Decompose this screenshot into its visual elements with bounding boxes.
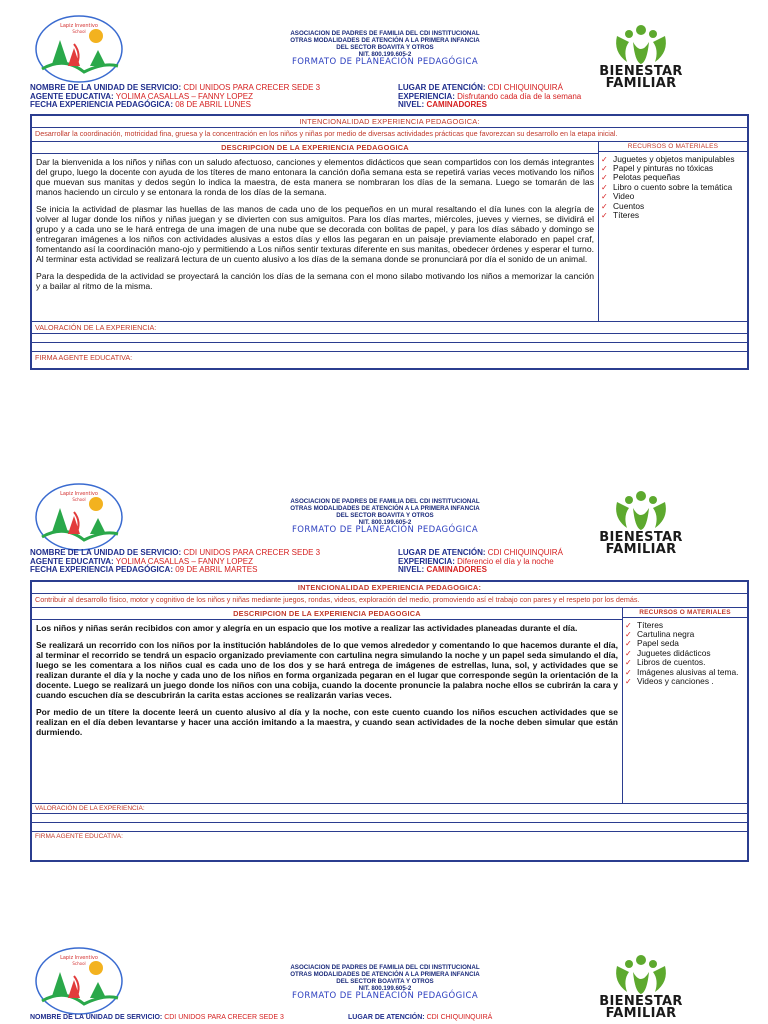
- experience-label: EXPERIENCIA:: [398, 91, 455, 101]
- level-label: NIVEL:: [398, 565, 425, 575]
- svg-text:School: School: [72, 961, 86, 966]
- planning-sheet-2: [0, 470, 768, 870]
- level-value: CAMINADORES: [426, 565, 487, 575]
- description-header: DESCRIPCION DE LA EXPERIENCIA PEDAGOGICA: [32, 142, 598, 154]
- level-value: CAMINADORES: [426, 100, 487, 110]
- assoc-line: ASOCIACION DE PADRES DE FAMILIA DEL CDI INSTITUCIONAL: [290, 30, 480, 37]
- assoc-line: DEL SECTOR BOAVITA Y OTROS: [336, 44, 434, 51]
- planning-table: [30, 580, 749, 862]
- description-body: [32, 620, 622, 747]
- checkmark-icon: ✓: [625, 667, 632, 677]
- school-logo: [34, 946, 124, 1016]
- experience-value: Disfrutando cada día de la semana: [457, 91, 582, 101]
- checkmark-icon: ✓: [601, 173, 608, 183]
- valoracion-line: [32, 814, 747, 823]
- bienestar-word: BIENESTAR: [599, 530, 683, 545]
- resource-item: ✓ Imágenes alusivas al tema.: [625, 666, 739, 677]
- assoc-line: ASOCIACION DE PADRES DE FAMILIA DEL CDI INSTITUCIONAL: [290, 964, 480, 971]
- familiar-word: FAMILIAR: [605, 542, 677, 557]
- experience-label: EXPERIENCIA:: [398, 556, 455, 566]
- checkmark-icon: ✓: [601, 163, 608, 173]
- unit-value: CDI UNIDOS PARA CRECER SEDE 3: [183, 548, 321, 557]
- familiar-word: FAMILIAR: [605, 1006, 677, 1021]
- bienestar-familiar-logo: [598, 22, 684, 92]
- description-column: [32, 608, 623, 803]
- resource-item: ✓ Juguetes didácticos: [625, 647, 711, 658]
- resource-item: ✓ Cuentos: [601, 200, 645, 211]
- checkmark-icon: ✓: [625, 648, 632, 658]
- description-paragraph: Se inicia la actividad de plasmar las huellas de las manos de cada uno de los pequeños en un mural resaltando el día lunes con la alegría de volver al lugar donde los niños y niñas juegan y se divierten con sus amiguitos. Para los días martes, miércoles, jueves y viernes, se dividirá el grupo y a cada uno se le hará entrega de una imagen de una nube que se decorada con bolitas de papel, y para los días sábado y domingo se entregaran imágenes a los niños con actividades alusivas a estos días y ellos las pegaran en un paisaje previamente elaborado en papel craf, fomentando así la coordinación mano-ojo y permitiendo a Los niños sentir texturas diferente en sus manitas, obedecer órdenes y esperar el turno. Al terminar esta actividad se realizará lectura de un cuento alusivo a los días de la semana donde se pronunciará por día el sonido de un animal.: [36, 203, 594, 264]
- place-value: CDI CHIQUINQUIRÁ: [487, 548, 563, 557]
- resource-item: ✓ Pelotas pequeñas: [601, 172, 681, 183]
- place-label: LUGAR DE ATENCIÓN:: [398, 83, 486, 92]
- date-value: 08 DE ABRIL LUNES: [175, 100, 251, 110]
- description-paragraph: Por medio de un títere la docente leerá un cuento alusivo al día y la noche, con este cuento cuando los niños escuchen actividades que se realizan en el día deben levantarse y hacer una acción imitando a la maestra, y cuando sean actividades de la noche deben simular que están durmiendo.: [36, 706, 618, 737]
- intent-header: INTENCIONALIDAD EXPERIENCIA PEDAGOGICA:: [32, 582, 747, 594]
- checkmark-icon: ✓: [601, 201, 608, 211]
- assoc-line: NIT. 800.199.605-2: [358, 51, 412, 58]
- unit-label: NOMBRE DE LA UNIDAD DE SERVICIO:: [30, 548, 182, 557]
- place-label: LUGAR DE ATENCIÓN:: [398, 548, 486, 557]
- place-value: CDI CHIQUINQUIRÁ: [487, 83, 563, 92]
- agent-label: AGENTE EDUCATIVA:: [30, 556, 114, 566]
- date-label: FECHA EXPERIENCIA PEDAGÓGICA:: [30, 565, 173, 575]
- intent-text: Contribuir al desarrollo físico, motor y cognitivo de los niños y niñas mediante juegos, rondas, videos, exploración del medio, promoviendo así el trabajo con pares y el respeto por los demás.: [32, 594, 747, 608]
- place-meta: [348, 1014, 492, 1023]
- experience-value: Diferencio el día y la noche: [457, 556, 554, 566]
- assoc-line: DEL SECTOR BOAVITA Y OTROS: [336, 512, 434, 519]
- description-section: [32, 608, 747, 804]
- date-value: 09 DE ABRIL MARTES: [175, 565, 258, 575]
- service-meta: [30, 549, 320, 575]
- description-section: [32, 142, 747, 322]
- date-label: FECHA EXPERIENCIA PEDAGÓGICA:: [30, 100, 173, 110]
- resources-list: [599, 152, 747, 223]
- svg-text:School: School: [72, 497, 86, 502]
- bienestar-familiar-logo: [598, 488, 684, 558]
- assoc-line: NIT. 800.199.605-2: [358, 519, 412, 526]
- svg-text:Lapiz Inventivo: Lapiz Inventivo: [60, 955, 98, 961]
- checkmark-icon: ✓: [601, 154, 608, 164]
- resource-item: ✓ Libros de cuentos.: [625, 657, 706, 668]
- assoc-line: DEL SECTOR BOAVITA Y OTROS: [336, 978, 434, 985]
- familiar-word: FAMILIAR: [605, 76, 677, 91]
- bienestar-word: BIENESTAR: [599, 64, 683, 79]
- checkmark-icon: ✓: [601, 182, 608, 192]
- description-body: [32, 154, 598, 301]
- planning-sheet-3: [0, 940, 768, 1024]
- description-paragraph: Se realizará un recorrido con los niños por la institución hablándoles de lo que vemos alrededor y comentando lo que hacemos durante el día, al terminar el recorrido se tendrá un espacio organizado previamente con cartulina negra simulando la noche y un papel seda simulando el día, luego se les comentara a los niños cual es cada uno de los dos y se hará entrega de imágenes de estrellas, luna, sol, y actividades que se realizan durante el día y la noche y cada uno de los niños en forma organizada pegaran en el lugar que corresponde según la orientación de la docente. Luego se realizará un juego donde los niños con una cobija, cuando la docente pronuncie la palabra noche ellos se cubrirán la cara y cuando escuchen día se descubrirán la carita estas acciones se realizarán varias veces.: [36, 639, 618, 700]
- firma-label: FIRMA AGENTE EDUCATIVA:: [35, 352, 133, 362]
- resources-column: [599, 142, 747, 321]
- place-label: LUGAR DE ATENCIÓN:: [348, 1014, 425, 1021]
- place-meta: [398, 84, 581, 110]
- firma-label: FIRMA AGENTE EDUCATIVA:: [35, 832, 123, 840]
- service-meta: [30, 84, 320, 110]
- checkmark-icon: ✓: [625, 629, 632, 639]
- level-label: NIVEL:: [398, 100, 425, 110]
- resources-column: [623, 608, 747, 803]
- resource-item: ✓ Juguetes y objetos manipulables: [601, 153, 735, 164]
- resource-item: ✓ Papel y pinturas no tóxicas: [601, 162, 714, 173]
- school-logo: [34, 482, 124, 552]
- format-title: FORMATO DE PLANEACIÓN PEDAGÓGICA: [291, 525, 479, 535]
- svg-text:School: School: [72, 29, 86, 34]
- assoc-line: NIT. 800.199.605-2: [358, 985, 412, 992]
- svg-text:Lapiz Inventivo: Lapiz Inventivo: [60, 491, 98, 497]
- checkmark-icon: ✓: [625, 658, 632, 668]
- assoc-line: ASOCIACION DE PADRES DE FAMILIA DEL CDI INSTITUCIONAL: [290, 498, 480, 505]
- description-header: DESCRIPCION DE LA EXPERIENCIA PEDAGOGICA: [32, 608, 622, 620]
- assoc-line: OTRAS MODALIDADES DE ATENCIÓN A LA PRIMERA INFANCIA: [290, 971, 480, 978]
- format-title: FORMATO DE PLANEACIÓN PEDAGÓGICA: [291, 991, 479, 1001]
- format-title: FORMATO DE PLANEACIÓN PEDAGÓGICA: [291, 57, 479, 67]
- unit-label: NOMBRE DE LA UNIDAD DE SERVICIO:: [30, 1014, 163, 1021]
- resource-item: ✓ Videos y canciones .: [625, 675, 714, 686]
- agent-value: YOLIMA CASALLAS – FANNY LOPEZ: [115, 91, 254, 101]
- resource-item: ✓ Libro o cuento sobre la temática: [601, 181, 733, 192]
- resource-item: ✓ Video: [601, 191, 635, 202]
- valoracion-label: VALORACIÓN DE LA EXPERIENCIA:: [32, 804, 747, 814]
- bienestar-word: BIENESTAR: [599, 994, 683, 1009]
- description-paragraph: Dar la bienvenida a los niños y niñas con un saludo afectuoso, canciones y elementos didácticos que sean compartidos con los demás integrantes del grupo, luego la docente con ayuda de los títeres de mano entonara la canción doña semana esta se repetirá varias veces motivando los niños que muevan sus manitas y dedos según lo indica la maestra, de esta manera se nombraran los días de la semana. Luego se tomarán de las manos haciendo un circulo y se entonara la ronda de los días de la semana.: [36, 156, 594, 197]
- association-header: [260, 498, 510, 534]
- checkmark-icon: ✓: [601, 192, 608, 202]
- resources-header: RECURSOS O MATERIALES: [599, 142, 747, 152]
- intent-header: INTENCIONALIDAD EXPERIENCIA PEDAGOGICA:: [32, 116, 747, 128]
- checkmark-icon: ✓: [601, 210, 608, 220]
- unit-label: NOMBRE DE LA UNIDAD DE SERVICIO:: [30, 83, 182, 92]
- resource-item: ✓ Cartulina negra: [625, 628, 695, 639]
- intent-text: Desarrollar la coordinación, motricidad fina, gruesa y la concentración en los niños y niñas por medio de diversas actividades prácticas que favorezcan su desarrollo en la etapa inicial.: [32, 128, 747, 142]
- description-paragraph: Para la despedida de la actividad se proyectará la canción los días de la semana con el mono silabo motivando los niños a memorizar la canción y a bailar al ritmo de la misma.: [36, 270, 594, 291]
- assoc-line: OTRAS MODALIDADES DE ATENCIÓN A LA PRIMERA INFANCIA: [290, 505, 480, 512]
- resources-header: RECURSOS O MATERIALES: [623, 608, 747, 618]
- valoracion-line: [32, 823, 747, 832]
- checkmark-icon: ✓: [625, 639, 632, 649]
- association-header: [260, 30, 510, 66]
- unit-value: CDI UNIDOS PARA CRECER SEDE 3: [183, 83, 321, 92]
- checkmark-icon: ✓: [625, 676, 632, 686]
- description-paragraph: Los niños y niñas serán recibidos con amor y alegría en un espacio que los motive a realizar las actividades planeadas durante el día.: [36, 622, 578, 633]
- resource-item: ✓ Títeres: [601, 209, 640, 220]
- checkmark-icon: ✓: [625, 620, 632, 630]
- description-column: [32, 142, 599, 321]
- association-header: [260, 964, 510, 1000]
- agent-label: AGENTE EDUCATIVA:: [30, 91, 114, 101]
- resource-item: ✓ Papel seda: [625, 638, 679, 649]
- planning-sheet-1: [0, 0, 768, 380]
- svg-text:Lapiz Inventivo: Lapiz Inventivo: [60, 23, 98, 29]
- valoracion-line: [32, 334, 747, 343]
- planning-table: [30, 114, 749, 370]
- resource-item: ✓ Títeres: [625, 619, 664, 630]
- school-logo: [34, 14, 124, 84]
- bienestar-familiar-logo: [598, 952, 684, 1022]
- agent-value: YOLIMA CASALLAS – FANNY LOPEZ: [115, 556, 254, 566]
- unit-value: CDI UNIDOS PARA CRECER SEDE 3: [164, 1014, 284, 1021]
- valoracion-line: [32, 343, 747, 352]
- place-value: CDI CHIQUINQUIRÁ: [426, 1014, 493, 1021]
- place-meta: [398, 549, 563, 575]
- assoc-line: OTRAS MODALIDADES DE ATENCIÓN A LA PRIMERA INFANCIA: [290, 37, 480, 44]
- service-meta: [30, 1014, 284, 1023]
- valoracion-label: VALORACIÓN DE LA EXPERIENCIA:: [32, 322, 747, 334]
- resources-list: [623, 618, 747, 689]
